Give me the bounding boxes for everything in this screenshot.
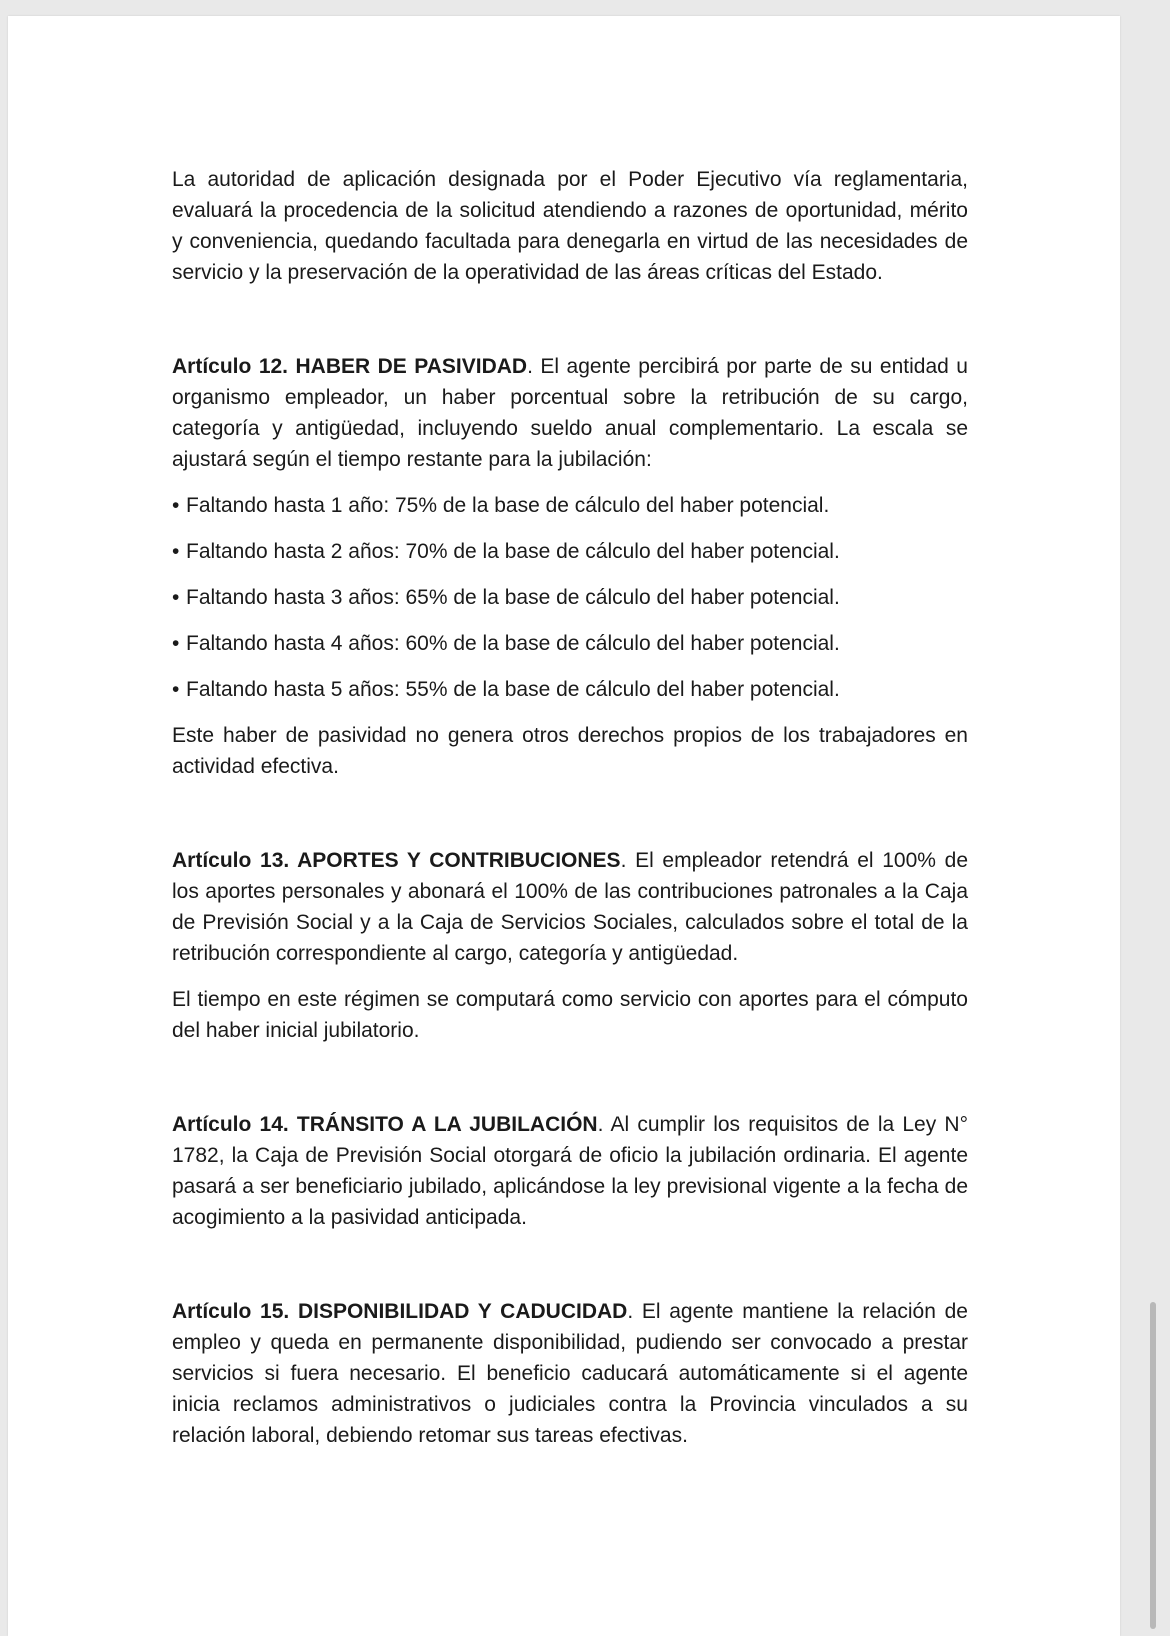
- list-item: • Faltando hasta 5 años: 55% de la base de cálculo del haber potencial.: [172, 674, 968, 705]
- list-item: • Faltando hasta 1 año: 75% de la base de cálculo del haber potencial.: [172, 490, 968, 521]
- article-13-body: . El empleador retendrá el 100% de los aportes personales y abonará el 100% de las contribuciones patronales a la Caja de Previsión Social y a la Caja de Servicios Sociales, calculados sobre el total de la retribución correspondiente al cargo, categoría y antigüedad.: [172, 849, 968, 965]
- document-body: [172, 164, 968, 1451]
- intro-paragraph: La autoridad de aplicación designada por el Poder Ejecutivo vía reglamentaria, evaluará la procedencia de la solicitud atendiendo a razones de oportunidad, mérito y conveniencia, quedando facultada para denegarla en virtud de las necesidades de servicio y la preservación de la operatividad de las áreas críticas del Estado.: [172, 168, 968, 284]
- vertical-scrollbar[interactable]: [1150, 1302, 1156, 1629]
- article-12-scale-list: [172, 490, 968, 705]
- article-14-paragraph: [172, 1109, 968, 1233]
- article-14-heading: Artículo 14. TRÁNSITO A LA JUBILACIÓN: [172, 1113, 598, 1136]
- article-13-heading: Artículo 13. APORTES Y CONTRIBUCIONES: [172, 849, 621, 872]
- article-14-body: . Al cumplir los requisitos de la Ley N° 1782, la Caja de Previsión Social otorgará de oficio la jubilación ordinaria. El agente pasará a ser beneficiario jubilado, aplicándose la ley previsional vigente a la fecha de acogimiento a la pasividad anticipada.: [172, 1113, 968, 1229]
- article-12-paragraph: [172, 351, 968, 475]
- document-page: [8, 16, 1120, 1636]
- article-12-heading: Artículo 12. HABER DE PASIVIDAD: [172, 355, 528, 378]
- article-12-body: . El agente percibirá por parte de su entidad u organismo empleador, un haber porcentual sobre la retribución de su cargo, categoría y antigüedad, incluyendo sueldo anual complementario. La escala se ajustará según el tiempo restante para la jubilación:: [172, 355, 968, 471]
- list-item: • Faltando hasta 3 años: 65% de la base de cálculo del haber potencial.: [172, 582, 968, 613]
- list-item: • Faltando hasta 4 años: 60% de la base de cálculo del haber potencial.: [172, 628, 968, 659]
- article-15-body: . El agente mantiene la relación de empleo y queda en permanente disponibilidad, pudiendo ser convocado a prestar servicios si fuera necesario. El beneficio caducará automáticamente si el agente inicia reclamos administrativos o judiciales contra la Provincia vinculados a su relación laboral, debiendo retomar sus tareas efectivas.: [172, 1300, 968, 1447]
- article-13-second-paragraph: El tiempo en este régimen se computará como servicio con aportes para el cómputo del haber inicial jubilatorio.: [172, 988, 968, 1042]
- article-12-closing: Este haber de pasividad no genera otros derechos propios de los trabajadores en actividad efectiva.: [172, 724, 968, 778]
- article-15-heading: Artículo 15. DISPONIBILIDAD Y CADUCIDAD: [172, 1300, 628, 1323]
- list-item: • Faltando hasta 2 años: 70% de la base de cálculo del haber potencial.: [172, 536, 968, 567]
- article-15-paragraph: [172, 1296, 968, 1451]
- article-13-paragraph: [172, 845, 968, 969]
